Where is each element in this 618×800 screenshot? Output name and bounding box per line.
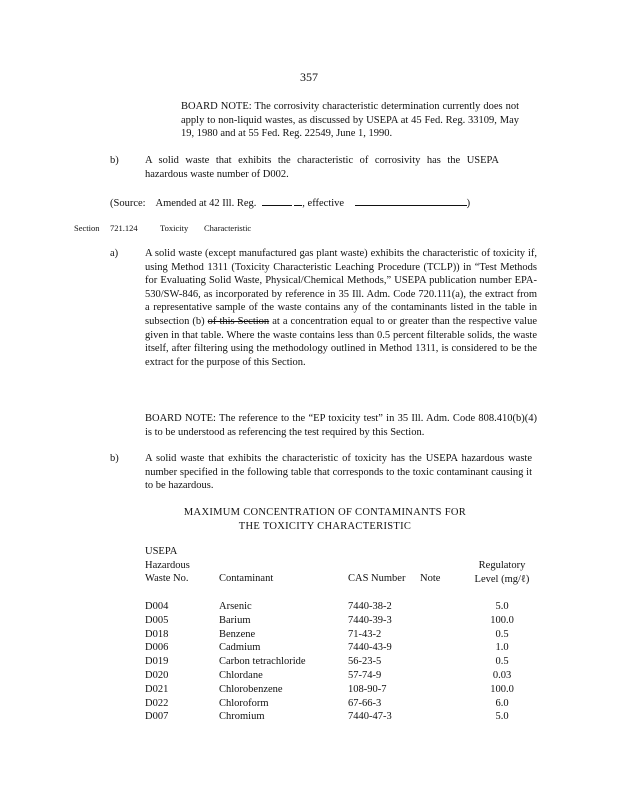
subsection-b-toxicity-text: A solid waste that exhibits the characteristic of toxicity has the USEPA hazardous waste number specified in the following table that corresponds to the toxic contaminant causing it to be hazardous. <box>145 453 532 492</box>
waste-number: D021 <box>145 683 169 695</box>
table-row <box>0 614 618 628</box>
section-word: Section <box>74 223 100 233</box>
section-title-characteristic: Characteristic <box>204 223 252 233</box>
header-reg-line-2: Level (mg/ℓ) <box>474 573 530 585</box>
cas-number: 56-23-5 <box>348 656 382 668</box>
regulatory-level: 5.0 <box>495 711 509 723</box>
waste-number: D019 <box>145 656 169 668</box>
table-row <box>0 628 618 642</box>
source-mid: , effective <box>302 198 345 209</box>
table-row <box>0 600 618 614</box>
cas-number: 67-66-3 <box>348 697 382 709</box>
table-row <box>0 641 618 655</box>
waste-number: D006 <box>145 642 169 654</box>
header-contaminant: Contaminant <box>219 573 274 584</box>
regulatory-level: 0.5 <box>495 628 509 640</box>
table-row <box>0 655 618 669</box>
contaminant-name: Chlorobenzene <box>219 683 283 695</box>
source-blank-1 <box>262 195 292 206</box>
cas-number: 7440-43-9 <box>348 642 392 654</box>
contaminant-name: Chromium <box>219 711 265 723</box>
source-note <box>110 195 470 211</box>
table-title <box>175 506 475 533</box>
header-waste-line-3: Waste No. <box>145 573 189 585</box>
waste-number: D018 <box>145 628 169 640</box>
cas-number: 108-90-7 <box>348 683 387 695</box>
regulatory-level: 100.0 <box>490 614 514 626</box>
source-end: ) <box>466 198 471 209</box>
regulatory-level: 0.03 <box>492 670 512 681</box>
header-waste-line-1: USEPA <box>145 546 178 557</box>
subsection-b-label: b) <box>110 155 119 166</box>
subsection-a-text-after: at a concentration equal to or greater than the respective value given in that table. Where the waste contains less than 0.5 percent filterable solids, the waste itself, after filtering using the methodology outlined in Method 1311, is considered to be the extract for the purpose of this Section. <box>145 315 538 368</box>
waste-number: D007 <box>145 711 169 723</box>
contaminant-name: Cadmium <box>219 642 261 654</box>
table-title-line-2: THE TOXICITY CHARACTERISTIC <box>238 520 412 532</box>
section-title-toxicity: Toxicity <box>160 223 189 233</box>
page-number: 357 <box>300 70 318 84</box>
regulatory-level: 5.0 <box>495 601 509 612</box>
board-note-corrosivity: BOARD NOTE: The corrosivity characteristic determination currently does not apply to non-liquid wastes, as discussed by USEPA at 45 Fed. Reg. 33109, May 19, 1980 and at 55 Fed. Reg. 22549, June 1, 1990. <box>181 101 519 140</box>
header-reg-line-1: Regulatory <box>478 560 526 571</box>
cas-number: 7440-39-3 <box>348 614 392 626</box>
source-text: Amended at 42 Ill. Reg. <box>155 198 257 209</box>
subsection-a-label: a) <box>110 248 119 259</box>
subsection-a-struck-text: of this Section <box>207 315 270 327</box>
source-blank-3 <box>355 195 467 206</box>
cas-number: 57-74-9 <box>348 670 382 681</box>
header-cas-number: CAS Number <box>348 573 406 584</box>
contaminant-name: Carbon tetrachloride <box>219 656 306 668</box>
contaminant-name: Benzene <box>219 628 256 640</box>
subsection-b-toxicity-label: b) <box>110 453 119 464</box>
subsection-a-text <box>145 247 537 369</box>
table-row <box>0 710 618 724</box>
header-waste-line-2: Hazardous <box>145 559 190 571</box>
waste-number: D020 <box>145 670 169 681</box>
board-note-toxicity: BOARD NOTE: The reference to the “EP toxicity test” in 35 Ill. Adm. Code 808.410(b)(4) is to be understood as referencing the test required by this Section. <box>145 413 537 438</box>
subsection-b-corrosivity-text: A solid waste that exhibits the characteristic of corrosivity has the USEPA hazardous waste number of D002. <box>145 155 499 180</box>
waste-number: D004 <box>145 601 169 612</box>
regulatory-level: 0.5 <box>495 656 509 668</box>
waste-number: D022 <box>145 697 169 709</box>
contaminant-name: Barium <box>219 614 251 626</box>
section-number: 721.124 <box>110 223 138 233</box>
regulatory-level: 1.0 <box>495 642 509 654</box>
header-note: Note <box>420 573 441 584</box>
subsection-a-text-before: A solid waste (except manufactured gas plant waste) exhibits the characteristic of toxicity if, using Method 1311 (Toxicity Characteristic Leaching Procedure (TCLP)) in “Test Methods for Evaluating Solid Waste, Physical/Chemical Methods,” USEPA publication number EPA-530/SW-846, as incorporated by reference in 35 Ill. Adm. Code 720.111(a), the extract from a representative sample of the waste contains any of the contaminants listed in the table in subsection (b) <box>145 248 537 327</box>
contaminant-name: Chloroform <box>219 697 269 709</box>
cas-number: 7440-47-3 <box>348 711 392 723</box>
regulatory-level: 6.0 <box>495 697 509 709</box>
table-title-line-1: MAXIMUM CONCENTRATION OF CONTAMINANTS FOR <box>183 507 467 518</box>
contaminant-name: Arsenic <box>219 601 252 612</box>
header-regulatory-level <box>470 559 534 586</box>
table-row <box>0 669 618 683</box>
table-row <box>0 697 618 711</box>
cas-number: 7440-38-2 <box>348 601 392 612</box>
contaminant-name: Chlordane <box>219 670 263 681</box>
waste-number: D005 <box>145 614 169 626</box>
source-prefix: (Source: <box>110 198 146 209</box>
table-row <box>0 683 618 697</box>
cas-number: 71-43-2 <box>348 628 382 640</box>
regulatory-level: 100.0 <box>490 683 514 695</box>
header-waste-number <box>145 545 190 586</box>
